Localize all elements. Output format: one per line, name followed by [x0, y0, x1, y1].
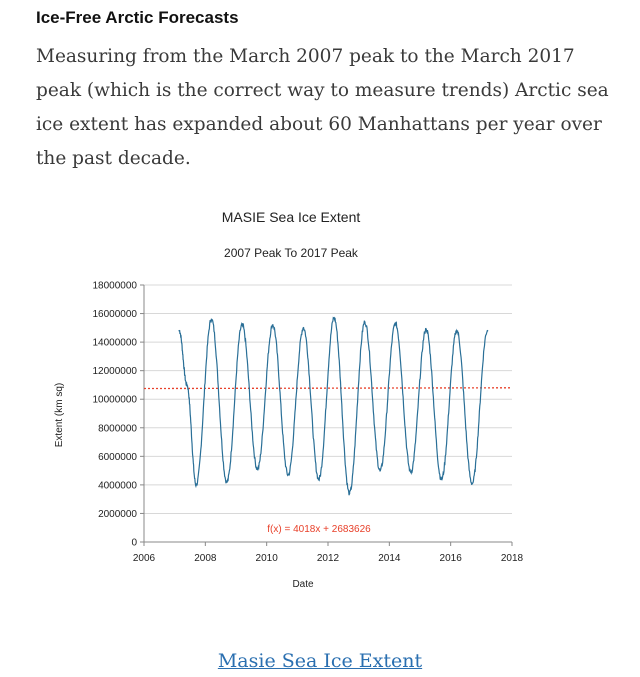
series-point: [456, 330, 458, 332]
x-tick-label: 2010: [255, 553, 278, 564]
chart-subtitle: 2007 Peak To 2017 Peak: [224, 246, 358, 260]
series-point: [257, 468, 259, 470]
sea-ice-chart: [42, 195, 544, 606]
chart-title: MASIE Sea Ice Extent: [221, 209, 361, 225]
x-tick-label: 2012: [316, 553, 340, 564]
y-tick-label: 18000000: [92, 280, 137, 292]
series-point: [425, 328, 427, 330]
series-point: [379, 470, 381, 472]
series-point: [226, 481, 228, 483]
y-tick-label: 0: [131, 537, 137, 549]
x-tick-label: 2006: [132, 553, 156, 564]
section-heading: Ice-Free Arctic Forecasts: [36, 8, 239, 27]
series-point: [241, 324, 243, 326]
series-point: [186, 384, 188, 386]
series-point: [395, 323, 397, 325]
series-point: [487, 330, 489, 332]
y-tick-label: 12000000: [92, 366, 137, 378]
y-tick-label: 14000000: [92, 337, 137, 349]
series-point: [178, 330, 180, 332]
x-tick-label: 2008: [194, 553, 217, 564]
series-point: [287, 474, 289, 476]
series-line: [179, 318, 487, 495]
y-tick-label: 10000000: [92, 394, 137, 406]
y-tick-label: 6000000: [98, 451, 137, 463]
y-tick-label: 4000000: [98, 480, 137, 492]
x-axis-label: Date: [292, 579, 314, 590]
x-tick-label: 2014: [378, 553, 401, 564]
series-point: [272, 324, 274, 326]
x-tick-label: 2018: [500, 553, 524, 564]
series-point: [195, 484, 197, 486]
series-point: [333, 317, 335, 319]
masie-sea-ice-link[interactable]: Masie Sea Ice Extent: [217, 650, 423, 672]
article-paragraph: Measuring from the March 2007 peak to the March 2017 peak (which is the correct way to measure trends) Arctic sea ice extent has expanded about 60 Manhattans per year over the past decade.: [36, 46, 609, 169]
series-point: [471, 483, 473, 485]
series-point: [441, 478, 443, 480]
series-point: [303, 327, 305, 329]
series-point: [349, 493, 351, 495]
y-tick-label: 16000000: [92, 309, 137, 321]
series-point: [318, 478, 320, 480]
trendline: [144, 388, 512, 389]
series-point: [410, 471, 412, 473]
y-axis-label: Extent (km sq): [54, 382, 65, 448]
x-tick-label: 2016: [439, 553, 462, 564]
series-point: [211, 318, 213, 320]
y-tick-label: 2000000: [98, 508, 137, 520]
chart-figure: [42, 195, 544, 606]
y-tick-label: 8000000: [98, 423, 137, 435]
trendline-equation: f(x) = 4018x + 2683626: [267, 524, 371, 535]
series-point: [364, 321, 366, 323]
